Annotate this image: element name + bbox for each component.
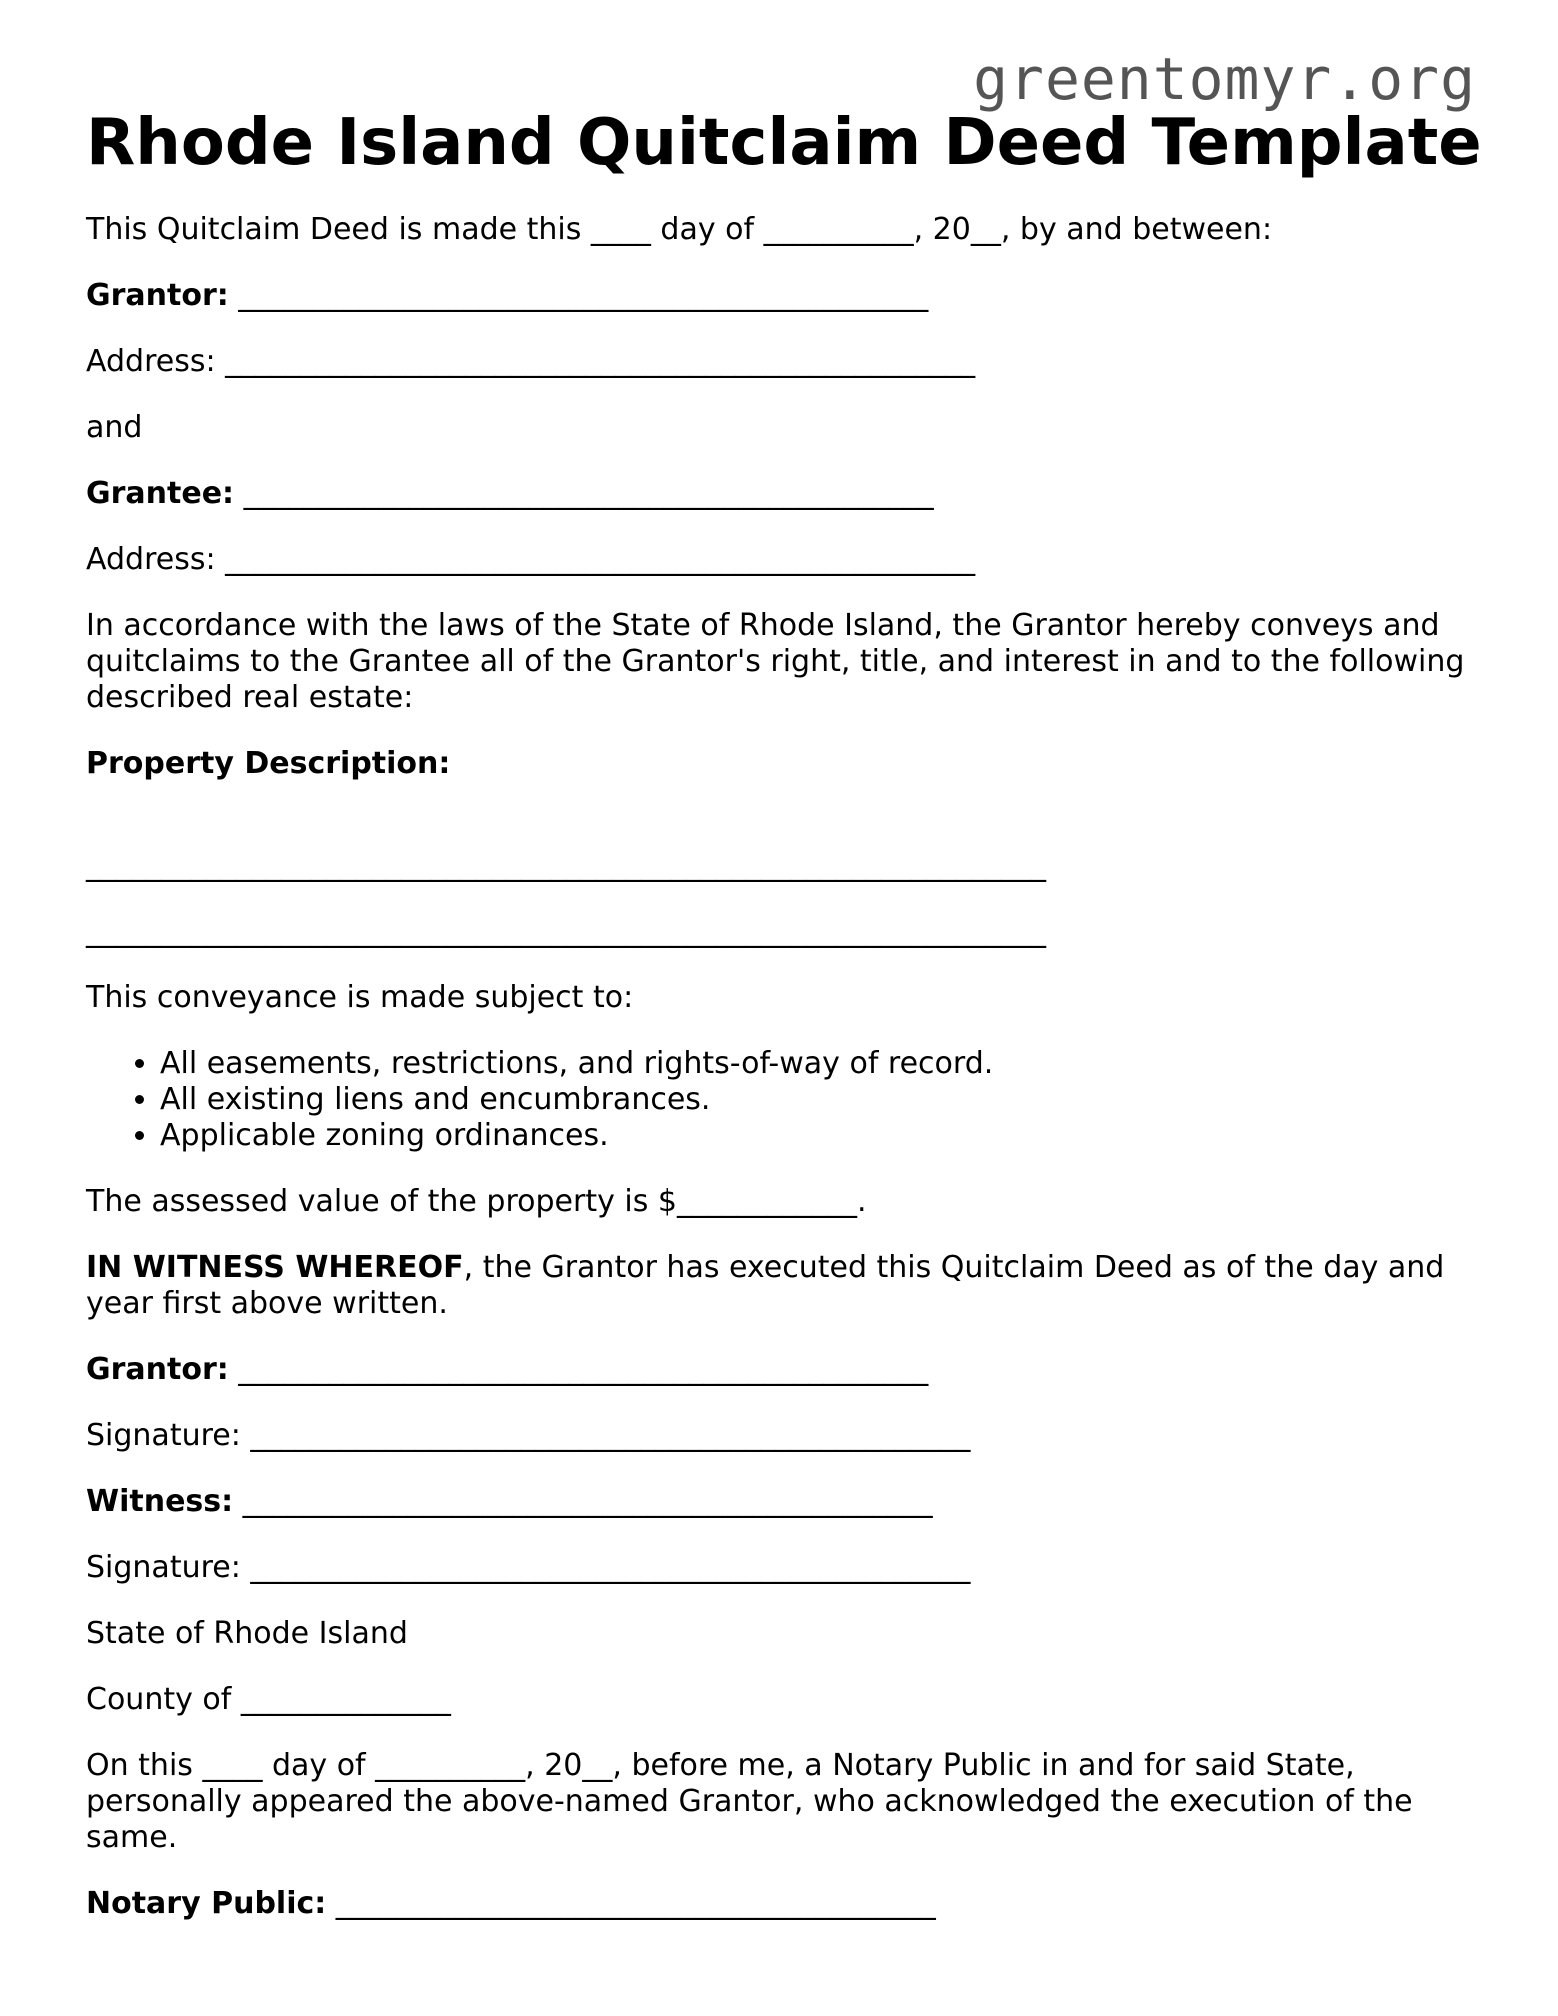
grantor-address-field: Address: __________________________________________________ [86, 344, 976, 380]
witness-whereof-text: , the Grantor has executed this Quitclaim Deed as of the day and year first above written. [86, 1250, 1445, 1322]
notary-paragraph: On this ____ day of __________, 20__, before me, a Notary Public in and for said State, personally appeared the above-named Grantor, who acknowledged the execution of the same. [86, 1748, 1413, 1856]
sign-grantor-field [86, 1352, 1486, 1388]
grantee-field [86, 476, 1486, 512]
notary-line: ________________________________________ [326, 1886, 936, 1922]
witness-signature-field: Signature: ________________________________________________ [86, 1550, 971, 1586]
grantor-line: ______________________________________________ [228, 278, 929, 314]
intro-text: This Quitclaim Deed is made this ____ day of __________, 20__, by and between: [86, 212, 1273, 248]
list-item: • All easements, restrictions, and rights-of-way of record. [160, 1046, 1486, 1082]
list-item: • Applicable zoning ordinances. [160, 1118, 1486, 1154]
subject-to-intro: This conveyance is made subject to: [86, 980, 634, 1016]
sign-grantor-signature-field: Signature: ________________________________________________ [86, 1418, 971, 1454]
list-item: • All existing liens and encumbrances. [160, 1082, 1486, 1118]
witness-field [86, 1484, 1486, 1520]
property-line-1: ________________________________________________________________ [86, 848, 1046, 884]
sign-grantor-label: Grantor: [86, 1352, 229, 1388]
property-line-2: ________________________________________________________________ [86, 914, 1046, 950]
subject-to-list [86, 1046, 1486, 1154]
grantor-field [86, 278, 1486, 314]
sign-grantor-line: ______________________________________________ [228, 1352, 929, 1388]
witness-whereof-heading: IN WITNESS WHEREOF [86, 1250, 464, 1286]
witness-line: ______________________________________________ [233, 1484, 933, 1520]
and-text: and [86, 410, 143, 446]
watermark: greentomyr.org [973, 45, 1476, 113]
grantee-label: Grantee: [86, 476, 235, 512]
county-field: County of ______________ [86, 1682, 451, 1718]
grantee-line: ______________________________________________ [234, 476, 934, 512]
witness-label: Witness: [86, 1484, 234, 1520]
assessed-value-text: The assessed value of the property is $____________. [86, 1184, 867, 1220]
conveyance-paragraph: In accordance with the laws of the State of Rhode Island, the Grantor hereby conveys and quitclaims to the Grantee all of the Grantor's right, title, and interest in and to the following described real estate: [86, 608, 1465, 716]
state-text: State of Rhode Island [86, 1616, 408, 1652]
document-page [86, 108, 1486, 1952]
notary-field [86, 1886, 1486, 1922]
notary-label: Notary Public: [86, 1886, 327, 1922]
grantee-address-field: Address: __________________________________________________ [86, 542, 976, 578]
grantor-label: Grantor: [86, 278, 229, 314]
page-title: Rhode Island Quitclaim Deed Template [86, 106, 1482, 180]
property-description-label: Property Description: [86, 746, 451, 782]
witness-whereof-paragraph [86, 1250, 1486, 1322]
